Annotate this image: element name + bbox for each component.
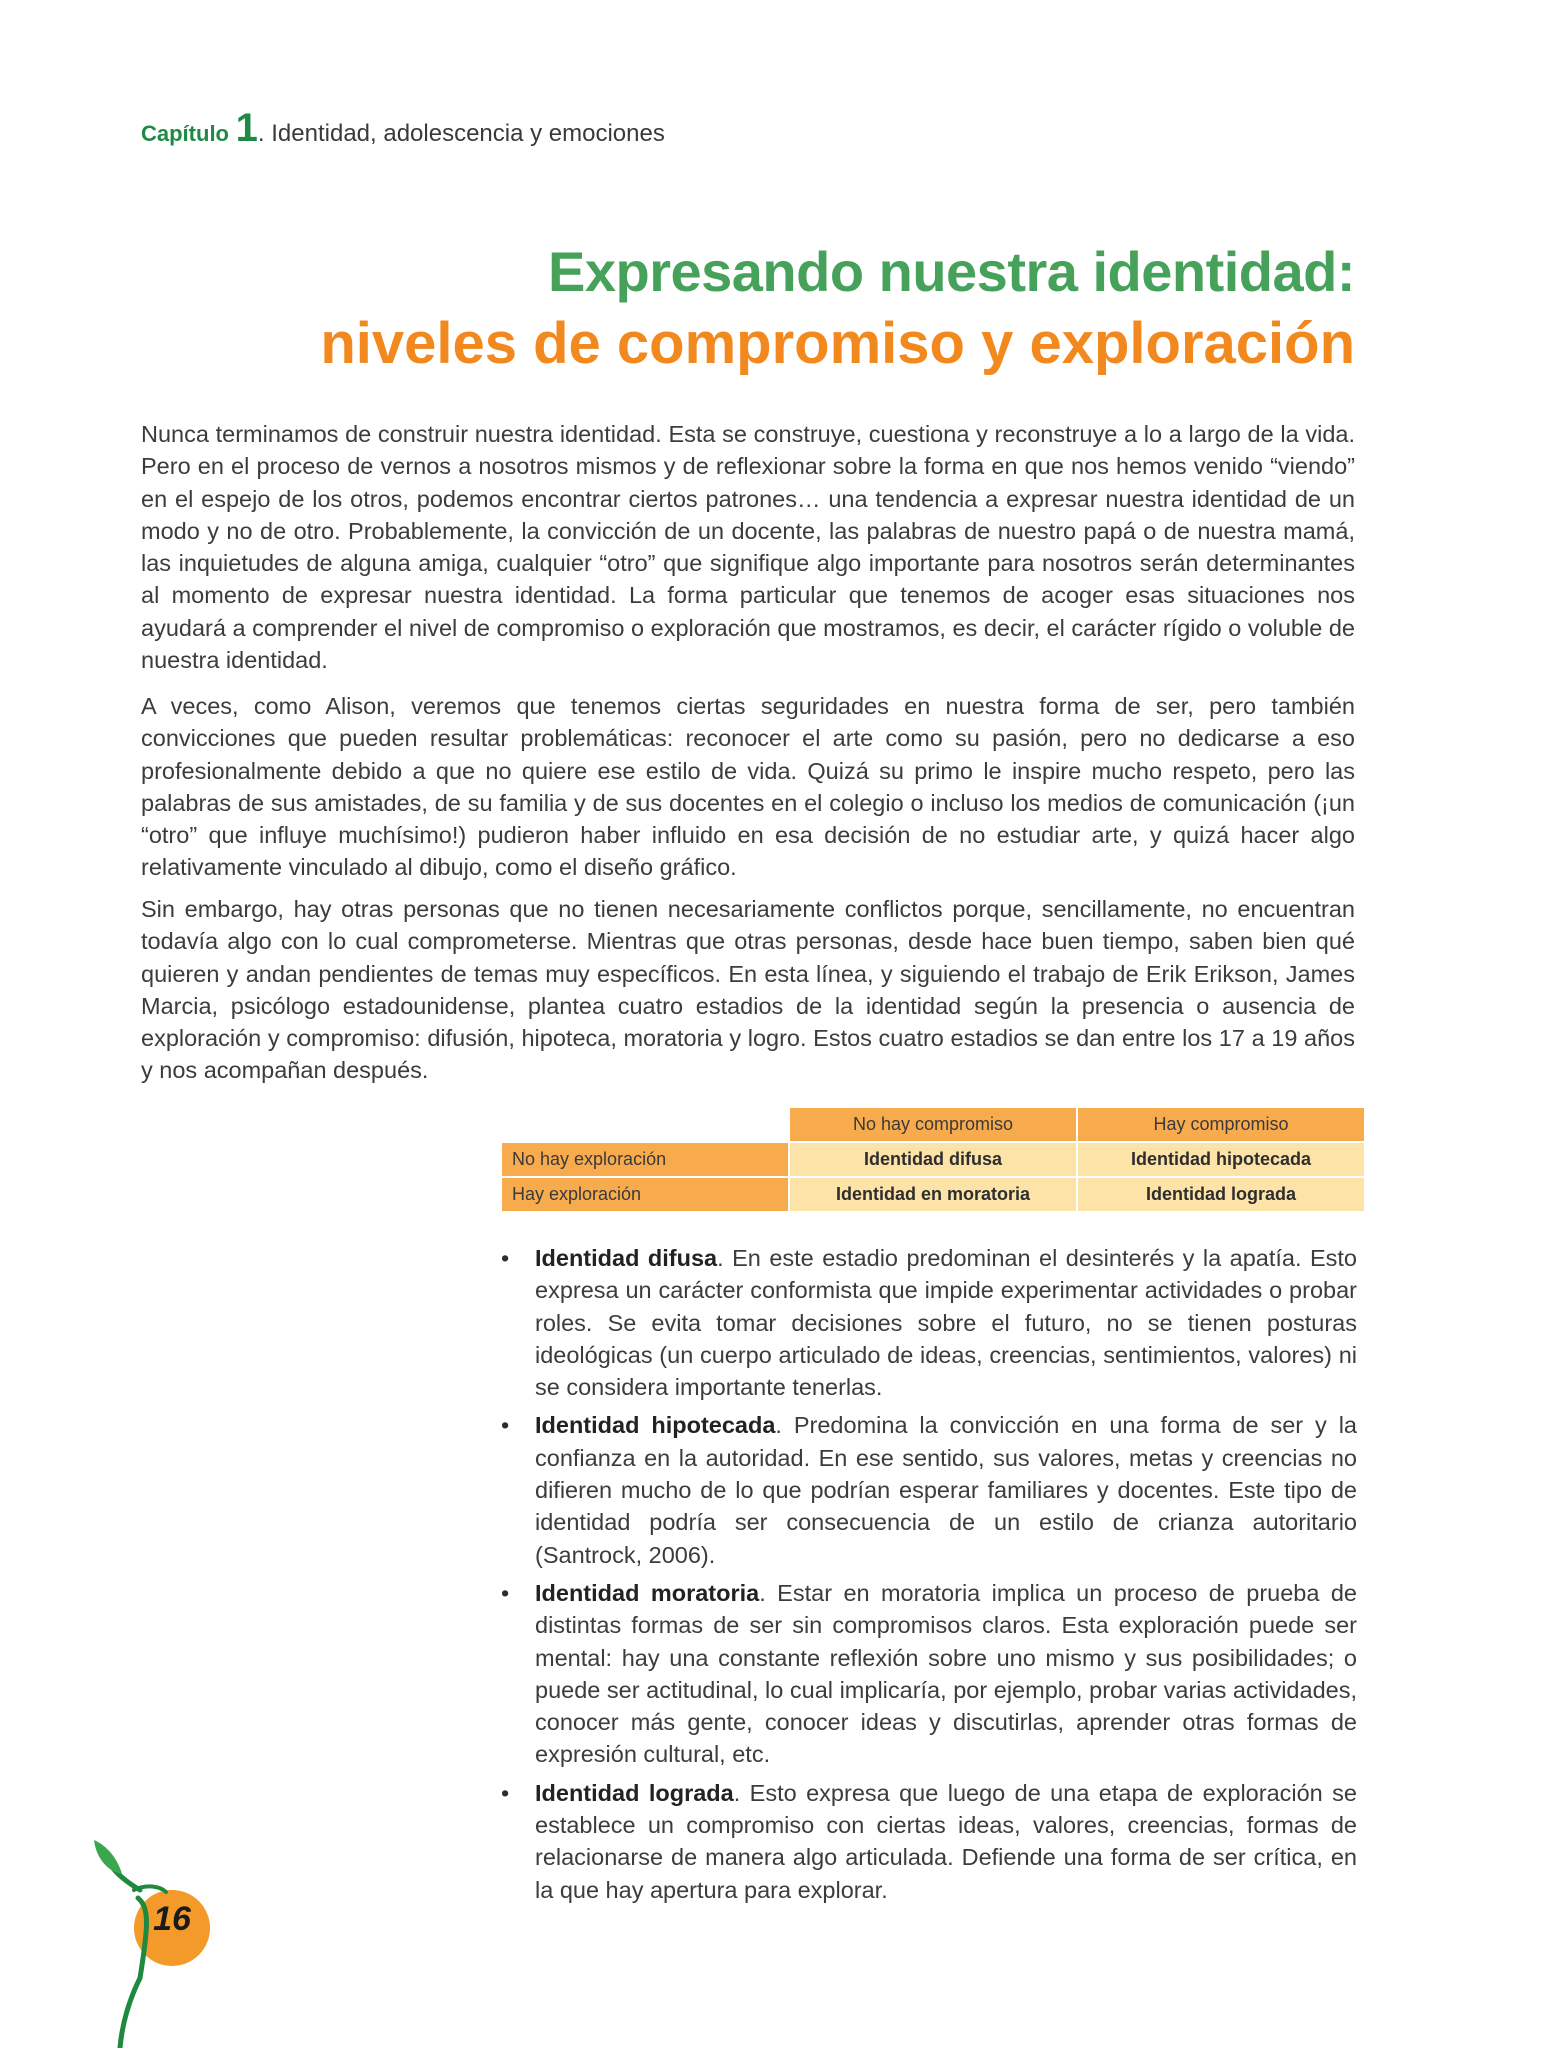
table-row: [502, 1143, 1364, 1178]
chapter-dot: .: [257, 120, 265, 147]
list-item-term: Identidad moratoria: [535, 1579, 760, 1606]
table-col-header: Hay compromiso: [1078, 1108, 1364, 1143]
table-row-header: No hay exploración: [502, 1143, 788, 1178]
list-item-term: Identidad hipotecada: [535, 1412, 776, 1439]
list-item: [497, 1242, 1357, 1403]
section-title-line1: Expresando nuestra identidad:: [548, 240, 1355, 303]
section-title-line2: niveles de compromiso y exploración: [320, 311, 1355, 376]
chapter-title: Identidad, adolescencia y emociones: [271, 120, 665, 147]
list-item-text: . En este estadio predominan el desinterés y la apatía. Esto expresa un carácter conformista que impide experimentar actividades o probar roles. Se evita tomar decisiones sobre el futuro, no se tienen posturas ideológicas (un cuerpo articulado de ideas, creencias, sentimientos, valores) ni se considera importante tenerlas.: [535, 1245, 1357, 1401]
list-item-text: . Predomina la convicción en una forma de ser y la confianza en la autoridad. En ese sentido, sus valores, metas y creencias no difieren mucho de lo que podrían esperar familiares y docentes. Este tipo de identidad podría ser consecuencia de un estilo de crianza autoritario (Santrock, 2006).: [535, 1412, 1358, 1568]
identity-status-table: [500, 1108, 1366, 1213]
table-corner-cell: [502, 1108, 788, 1143]
table-cell: Identidad lograda: [1078, 1178, 1364, 1213]
paragraph-3: Sin embargo, hay otras personas que no tienen necesariamente conflictos porque, sencillamente, no encuentran todavía algo con lo cual comprometerse. Mientras que otras personas, desde hace buen tiempo, saben bien qué quieren y andan pendientes de temas muy específicos. En esta línea, y siguiendo el trabajo de Erik Erikson, James Marcia, psicólogo estadounidense, plantea cuatro estadios de la identidad según la presencia o ausencia de exploración y compromiso: difusión, hipoteca, moratoria y logro. Estos cuatro estadios se dan entre los 17 a 19 años y nos acompañan después.: [141, 896, 1355, 1084]
list-item-term: Identidad difusa: [535, 1245, 718, 1271]
chapter-number: 1: [235, 106, 258, 150]
table-header-row: [502, 1108, 1364, 1143]
list-item-term: Identidad lograda: [535, 1779, 734, 1806]
identity-status-list: [497, 1242, 1357, 1912]
chapter-header: [141, 108, 665, 148]
list-item: [497, 1577, 1357, 1771]
paragraph-2: A veces, como Alison, veremos que tenemos ciertas seguridades en nuestra forma de ser, pero también convicciones que pueden resultar problemáticas: reconocer el arte como su pasión, pero no dedicarse a eso profesionalmente debido a que no quiere ese estilo de vida. Quizá su primo le inspire mucho respeto, pero las palabras de sus amistades, de su familia y de sus docentes en el colegio o incluso los medios de comunicación (¡un “otro” que influye muchísimo!) pudieron haber influido en esa decisión de no estudiar arte, y quizá hacer algo relativamente vinculado al dibujo, como el diseño gráfico.: [141, 693, 1355, 881]
table-cell: Identidad difusa: [790, 1143, 1076, 1178]
list-item-text: . Estar en moratoria implica un proceso de prueba de distintas formas de ser sin compromisos claros. Esta exploración puede ser mental: hay una constante reflexión sobre uno mismo y sus posibilidades; o puede ser actitudinal, lo cual implicaría, por ejemplo, probar varias actividades, conocer más gente, conocer ideas y discutirlas, aprender otras formas de expresión cultural, etc.: [535, 1579, 1357, 1768]
list-item-text: . Esto expresa que luego de una etapa de exploración se establece un compromiso con ciertas ideas, valores, creencias, formas de relacionarse de manera algo articulada. Defiende una forma de ser crítica, en la que hay apertura para explorar.: [535, 1779, 1357, 1903]
list-item: [497, 1777, 1357, 1906]
chapter-word: Capítulo: [141, 121, 229, 146]
list-item: [497, 1409, 1357, 1570]
section-title: [255, 238, 1355, 382]
table-col-header: No hay compromiso: [790, 1108, 1076, 1143]
table-cell: Identidad hipotecada: [1078, 1143, 1364, 1178]
table-row-header: Hay exploración: [502, 1178, 788, 1213]
paragraph-1: Nunca terminamos de construir nuestra identidad. Esta se construye, cuestiona y reconstruye a lo a largo de la vida. Pero en el proceso de vernos a nosotros mismos y de reflexionar sobre la forma en que nos hemos venido “viendo” en el espejo de los otros, podemos encontrar ciertos patrones… una tendencia a expresar nuestra identidad de un modo y no de otro. Probablemente, la convicción de un docente, las palabras de nuestro papá o de nuestra mamá, las inquietudes de alguna amiga, cualquier “otro” que signifique algo importante para nosotros serán determinantes al momento de expresar nuestra identidad. La forma particular que tenemos de acoger esas situaciones nos ayudará a comprender el nivel de compromiso o exploración que mostramos, es decir, el carácter rígido o voluble de nuestra identidad.: [141, 421, 1355, 674]
table-cell: Identidad en moratoria: [790, 1178, 1076, 1213]
table-row: [502, 1178, 1364, 1213]
page-number: 16: [153, 1900, 191, 1938]
